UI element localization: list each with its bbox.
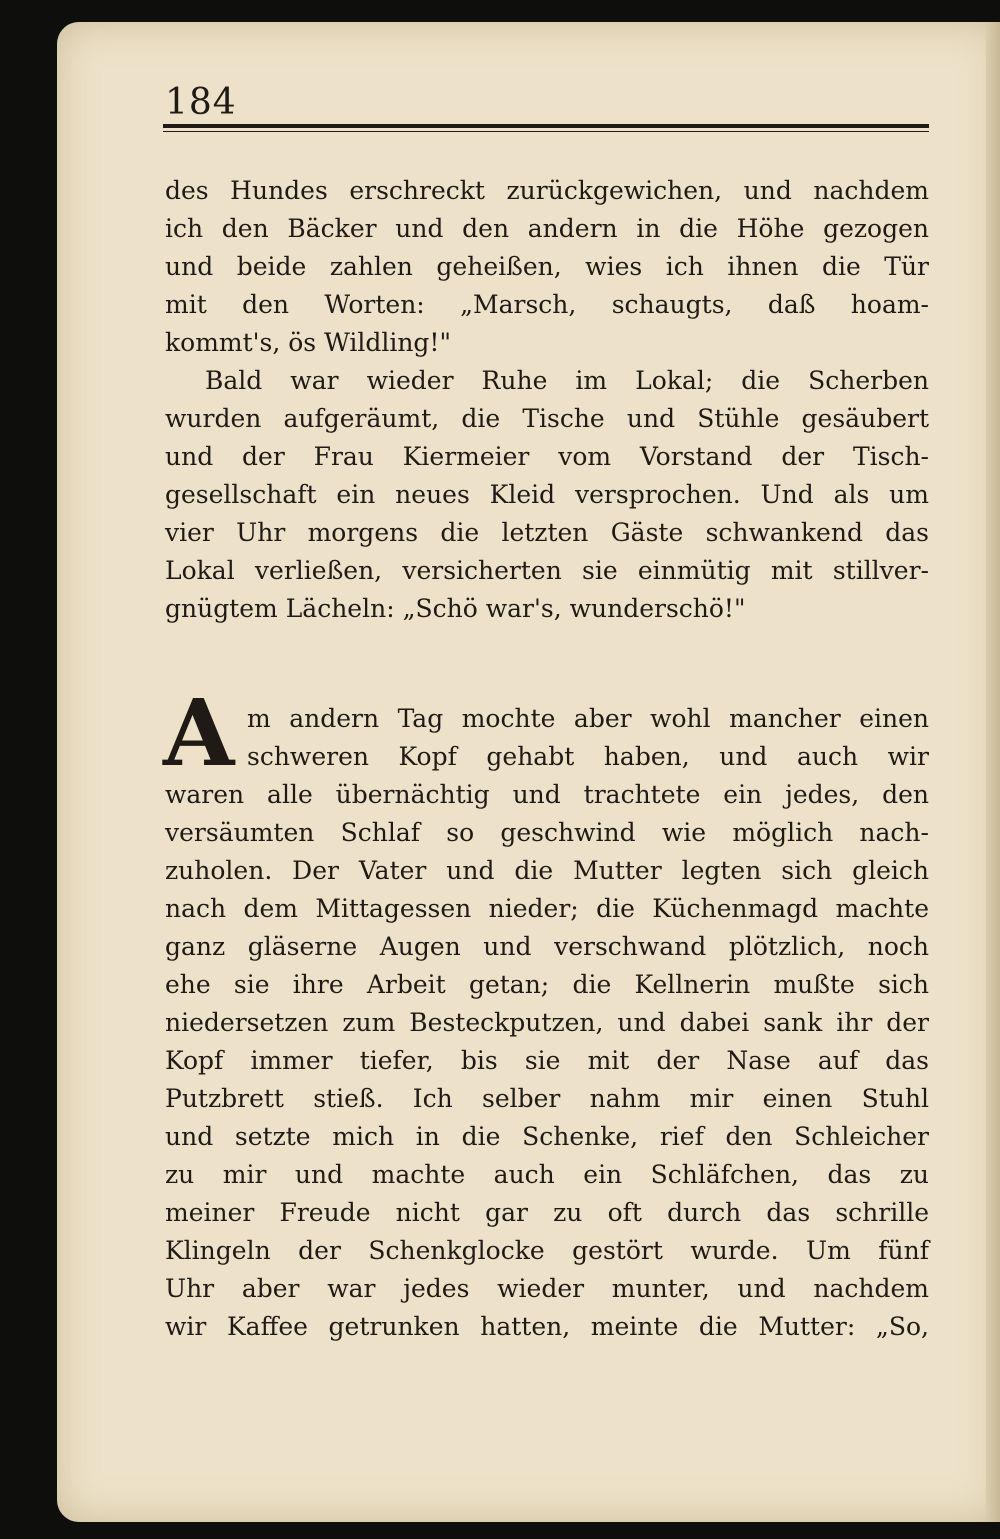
text-line: zuholen. Der Vater und die Mutter legten sich gleich	[165, 856, 929, 885]
text-line: Kopf immer tiefer, bis sie mit der Nase auf das	[165, 1046, 929, 1075]
text-line: mit den Worten: „Marsch, schaugts, daß hoam-	[165, 290, 929, 319]
text-line: nach dem Mittagessen nieder; die Küchenmagd machte	[165, 894, 929, 923]
text-line: ganz gläserne Augen und verschwand plötzlich, noch	[165, 932, 929, 961]
text-line: und setzte mich in die Schenke, rief den Schleicher	[165, 1122, 929, 1151]
header-rule-thin	[163, 131, 929, 132]
text-line: kommt's, ös Wildling!"	[165, 328, 451, 357]
text-line: Klingeln der Schenkglocke gestört wurde. Um fünf	[165, 1236, 929, 1265]
text-line: ich den Bäcker und den andern in die Höhe gezogen	[165, 214, 929, 243]
drop-cap: A	[163, 679, 235, 787]
text-line: und beide zahlen geheißen, wies ich ihnen die Tür	[165, 252, 929, 281]
text-line: Lokal verließen, versicherten sie einmütig mit stillver-	[165, 556, 929, 585]
text-line: m andern Tag mochte aber wohl mancher einen	[247, 704, 929, 733]
text-block-top	[165, 172, 929, 628]
text-line: gnügtem Lächeln: „Schö war's, wunderschö!"	[165, 594, 746, 623]
text-line: des Hundes erschreckt zurückgewichen, und nachdem	[165, 176, 929, 205]
text-line: ehe sie ihre Arbeit getan; die Kellnerin mußte sich	[165, 970, 929, 999]
text-line: versäumten Schlaf so geschwind wie möglich nach-	[165, 818, 929, 847]
text-line: Putzbrett stieß. Ich selber nahm mir einen Stuhl	[165, 1084, 929, 1113]
text-block-bottom	[165, 700, 929, 1346]
page-number: 184	[165, 82, 237, 123]
text-line: gesellschaft ein neues Kleid versprochen. Und als um	[165, 480, 929, 509]
header-rule	[163, 124, 929, 128]
page-edge	[986, 22, 1000, 1522]
text-line: niedersetzen zum Besteckputzen, und dabei sank ihr der	[165, 1008, 929, 1037]
text-line: Uhr aber war jedes wieder munter, und nachdem	[165, 1274, 929, 1303]
text-line: Bald war wieder Ruhe im Lokal; die Scherben	[205, 366, 929, 395]
text-line: und der Frau Kiermeier vom Vorstand der Tisch-	[165, 442, 929, 471]
text-line: schweren Kopf gehabt haben, und auch wir	[247, 742, 929, 771]
text-line: wurden aufgeräumt, die Tische und Stühle gesäubert	[165, 404, 929, 433]
text-line: waren alle übernächtig und trachtete ein jedes, den	[165, 780, 929, 809]
text-line: vier Uhr morgens die letzten Gäste schwankend das	[165, 518, 929, 547]
text-line: meiner Freude nicht gar zu oft durch das schrille	[165, 1198, 929, 1227]
text-line: zu mir und machte auch ein Schläfchen, das zu	[165, 1160, 929, 1189]
text-line: wir Kaffee getrunken hatten, meinte die Mutter: „So,	[165, 1312, 929, 1341]
